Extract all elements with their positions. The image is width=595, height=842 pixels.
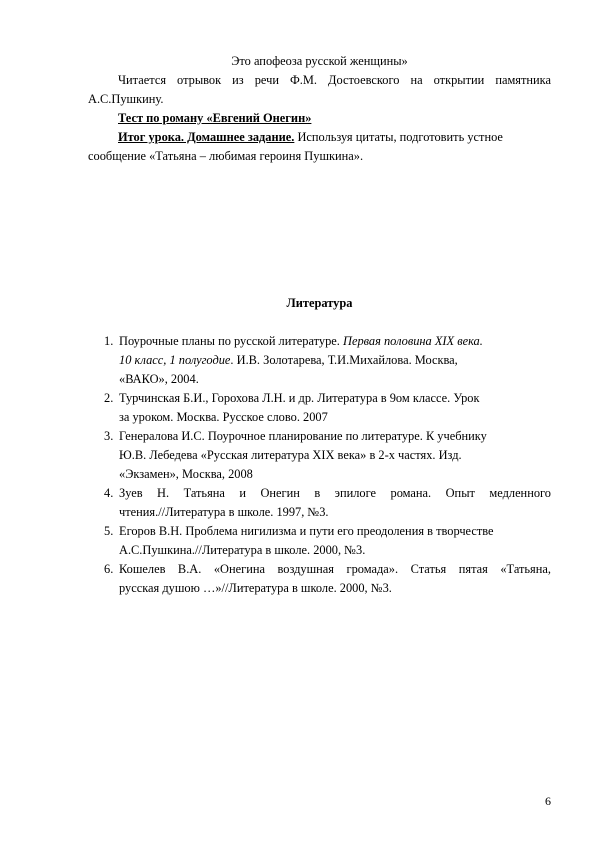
test-heading: Тест по роману «Евгений Онегин»: [118, 111, 312, 125]
list-item-number: 6.: [104, 562, 114, 576]
test-line: [88, 109, 551, 128]
list-item-number: 5.: [104, 524, 114, 538]
list-item: [88, 522, 551, 560]
closing-quote-line: [88, 52, 551, 71]
list-item-text: А.С.Пушкина.//Литература в школе. 2000, №3.: [119, 543, 366, 557]
closing-quote-text: Это апофеоза русской женщины»: [231, 54, 408, 68]
list-item-number: 4.: [104, 486, 114, 500]
reading-paragraph-line1: [88, 71, 551, 90]
list-item-text: Генералова И.С. Поурочное планирование по литературе. К учебнику: [119, 429, 487, 443]
list-item: [88, 332, 551, 389]
homework-heading: Итог урока. Домашнее задание.: [118, 130, 295, 144]
list-item-number: 3.: [104, 429, 114, 443]
list-item-text: Егоров В.Н. Проблема нигилизма и пути его преодоления в творчестве: [119, 524, 494, 538]
reading-paragraph-text: Читается отрывок из речи Ф.М. Достоевского на открытии памятника: [118, 73, 551, 87]
page-number: 6: [545, 794, 551, 808]
list-item: [88, 427, 551, 484]
list-item-text: Кошелев В.А. «Онегина воздушная громада». Статья пятая «Татьяна,: [119, 562, 551, 576]
list-item-text: «Экзамен», Москва, 2008: [119, 467, 253, 481]
list-item-number: 1.: [104, 334, 114, 348]
homework-line2: [88, 147, 551, 166]
list-item-text: чтения.//Литература в школе. 1997, №3.: [119, 505, 329, 519]
list-item-italic: 10 класс, 1 полугодие: [119, 353, 231, 367]
list-item-text: «ВАКО», 2004.: [119, 372, 199, 386]
list-item-text: русская душою …»//Литература в школе. 2000, №3.: [119, 581, 392, 595]
list-item: [88, 484, 551, 522]
list-item: [88, 560, 551, 598]
list-item-text: Зуев Н. Татьяна и Онегин в эпилоге романа. Опыт медленного: [119, 486, 551, 500]
list-item-text: Ю.В. Лебедева «Русская литература XIX века» в 2-х частях. Изд.: [119, 448, 462, 462]
list-item-number: 2.: [104, 391, 114, 405]
literature-list: [88, 332, 551, 598]
reading-paragraph-line2: [88, 90, 551, 109]
list-item: [88, 389, 551, 427]
homework-line1: [88, 128, 551, 147]
reading-paragraph-text-cont: А.С.Пушкину.: [88, 92, 164, 106]
literature-heading-text: Литература: [286, 296, 353, 310]
list-item-text: . И.В. Золотарева, Т.И.Михайлова. Москва,: [230, 353, 458, 367]
list-item-italic: Первая половина XIX века.: [343, 334, 483, 348]
list-item-text: за уроком. Москва. Русское слово. 2007: [119, 410, 328, 424]
literature-heading: [88, 294, 551, 313]
list-item-text: Поурочные планы по русской литературе.: [119, 334, 343, 348]
homework-text-cont: сообщение «Татьяна – любимая героиня Пушкина».: [88, 149, 364, 163]
list-item-text: Турчинская Б.И., Горохова Л.Н. и др. Литература в 9ом классе. Урок: [119, 391, 480, 405]
homework-text: Используя цитаты, подготовить устное: [294, 130, 503, 144]
